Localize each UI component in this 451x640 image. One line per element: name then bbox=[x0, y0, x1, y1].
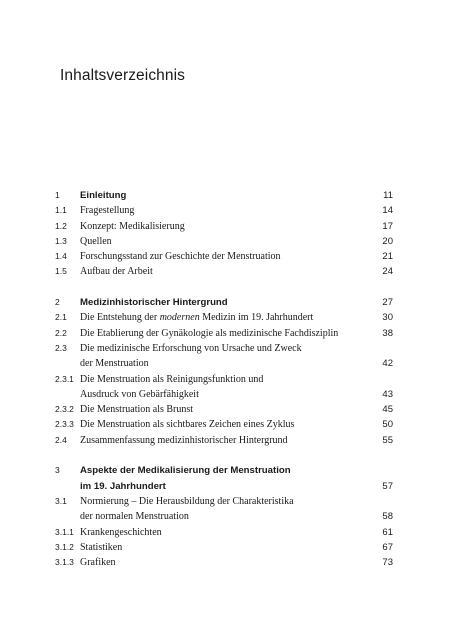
toc-section-entry bbox=[55, 433, 393, 448]
toc-entry-page: 30 bbox=[382, 312, 393, 324]
toc-entry-title: Zusammenfassung medizinhistorischer Hintergrund bbox=[80, 434, 288, 446]
toc-entry-page: 43 bbox=[382, 388, 393, 400]
toc-entry-title: Forschungsstand zur Geschichte der Menstruation bbox=[80, 251, 281, 263]
toc-entry-number: 3.1.2 bbox=[55, 541, 74, 552]
toc-entry-number: 2.4 bbox=[55, 434, 67, 445]
toc-entry-number: 3 bbox=[55, 465, 60, 476]
toc-entry-page: 42 bbox=[382, 358, 393, 370]
toc-entry-number: 2.3 bbox=[55, 342, 67, 353]
toc-entry-title: Fragestellung bbox=[80, 205, 135, 217]
toc-entry-page: 50 bbox=[382, 419, 393, 431]
toc-section-entry bbox=[55, 234, 393, 249]
toc-entry-number: 2.1 bbox=[55, 312, 67, 323]
toc-entry-page: 38 bbox=[382, 327, 393, 339]
toc-entry-title: Die medizinische Erforschung von Ursache und Zweck der Menstruation bbox=[80, 342, 302, 370]
toc-section-entry bbox=[55, 372, 393, 403]
toc-section-entry bbox=[55, 402, 393, 417]
toc-entry-page: 21 bbox=[382, 251, 393, 263]
toc-entry-title: Konzept: Medikalisierung bbox=[80, 220, 185, 232]
toc-entry-number: 1.3 bbox=[55, 235, 67, 246]
toc-entry-number: 3.1.1 bbox=[55, 526, 74, 537]
toc-section-entry bbox=[55, 494, 393, 525]
toc-section-entry bbox=[55, 525, 393, 540]
toc-entry-page: 11 bbox=[383, 190, 393, 201]
toc-entry-page: 73 bbox=[382, 557, 393, 569]
toc-entry-number: 2.3.3 bbox=[55, 419, 74, 430]
toc-entry-title: Krankengeschichten bbox=[80, 526, 162, 538]
toc-entry-title: Normierung – Die Herausbildung der Charakteristika der normalen Menstruation bbox=[80, 495, 294, 523]
toc-chapter-entry bbox=[55, 463, 393, 494]
toc-section-entry bbox=[55, 310, 393, 325]
toc-entry-page: 58 bbox=[382, 511, 393, 523]
toc-section-entry bbox=[55, 540, 393, 555]
toc-entry-page: 67 bbox=[382, 541, 393, 553]
toc-entry-page: 14 bbox=[382, 205, 393, 217]
toc-section-entry bbox=[55, 341, 393, 372]
toc-entry-number: 2.3.2 bbox=[55, 404, 74, 415]
toc-entry-page: 24 bbox=[382, 266, 393, 278]
toc-entry-number: 1 bbox=[55, 190, 60, 200]
toc-entry-number: 1.4 bbox=[55, 251, 67, 262]
table-of-contents bbox=[55, 188, 393, 570]
toc-entry-number: 1.1 bbox=[55, 205, 67, 216]
toc-entry-title: Die Menstruation als Brunst bbox=[80, 404, 194, 416]
toc-section-entry bbox=[55, 249, 393, 264]
toc-entry-number: 1.2 bbox=[55, 220, 67, 231]
toc-entry-title: Die Etablierung der Gynäkologie als medizinische Fachdisziplin bbox=[80, 327, 339, 339]
toc-chapter-entry bbox=[55, 188, 393, 203]
toc-entry-number: 3.1.3 bbox=[55, 557, 74, 568]
toc-chapter-entry bbox=[55, 295, 393, 310]
toc-entry-page: 45 bbox=[382, 404, 393, 416]
toc-entry-number: 2.3.1 bbox=[55, 373, 74, 384]
toc-entry-title: Aspekte der Medikalisierung der Menstruation im 19. Jahrhundert bbox=[80, 465, 291, 492]
toc-section-entry bbox=[55, 417, 393, 432]
toc-entry-title: Grafiken bbox=[80, 557, 116, 569]
toc-entry-page: 55 bbox=[382, 434, 393, 446]
toc-section-entry bbox=[55, 219, 393, 234]
toc-section-entry bbox=[55, 203, 393, 218]
toc-entry-title: Die Menstruation als Reinigungsfunktion und Ausdruck von Gebärfähigkeit bbox=[80, 373, 264, 400]
toc-entry-page: 57 bbox=[382, 480, 393, 492]
toc-entry-title: Aufbau der Arbeit bbox=[80, 266, 153, 278]
toc-section-entry bbox=[55, 555, 393, 570]
toc-entry-number: 3.1 bbox=[55, 495, 67, 506]
toc-entry-title: Statistiken bbox=[80, 541, 123, 553]
toc-entry-page: 17 bbox=[382, 220, 393, 232]
toc-section-entry bbox=[55, 326, 393, 341]
toc-entry-title: Die Entstehung der modernen Medizin im 19. Jahrhundert bbox=[80, 312, 314, 324]
toc-entry-page: 20 bbox=[382, 235, 393, 247]
toc-section-entry bbox=[55, 264, 393, 279]
page-title: Inhaltsverzeichnis bbox=[60, 67, 185, 85]
toc-entry-title: Quellen bbox=[80, 235, 112, 247]
toc-entry-number: 2 bbox=[55, 297, 60, 308]
toc-entry-title: Medizinhistorischer Hintergrund bbox=[80, 297, 228, 309]
toc-entry-title: Einleitung bbox=[80, 190, 127, 201]
toc-entry-number: 2.2 bbox=[55, 327, 67, 338]
toc-entry-page: 61 bbox=[382, 526, 393, 538]
toc-entry-page: 27 bbox=[382, 297, 393, 309]
toc-entry-number: 1.5 bbox=[55, 266, 67, 277]
toc-entry-title: Die Menstruation als sichtbares Zeichen eines Zyklus bbox=[80, 419, 295, 431]
